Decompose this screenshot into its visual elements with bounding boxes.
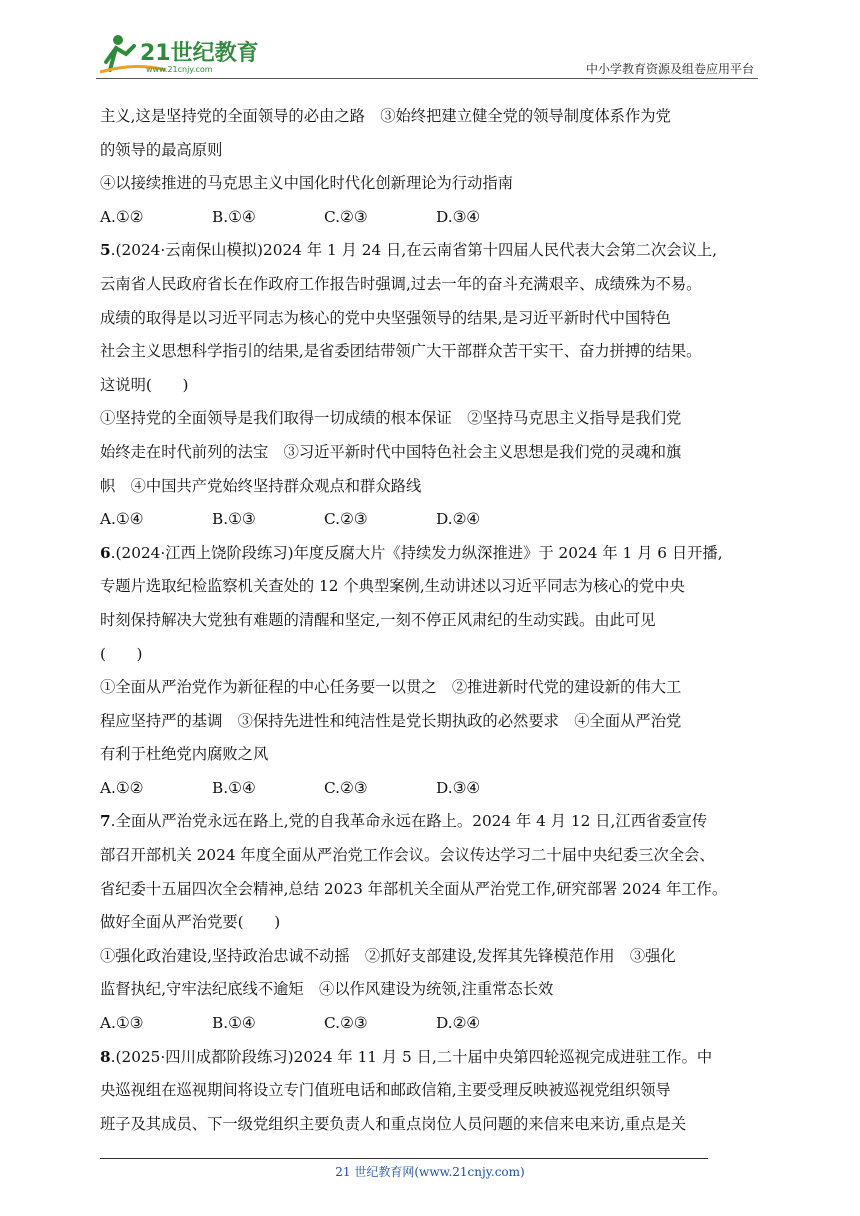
header-divider — [96, 78, 758, 79]
option-line: ①全面从严治党作为新征程的中心任务要一以贯之 ②推进新时代党的建设新的伟大工 — [100, 678, 682, 697]
choice-c: C.②③ — [324, 1014, 368, 1033]
option-line: ①坚持党的全面领导是我们取得一切成绩的根本保证 ②坚持马克思主义指导是我们党 — [100, 409, 682, 428]
choice-b: B.①④ — [212, 207, 256, 226]
option-line: ①强化政治建设,坚持政治忠诚不动摇 ②抓好支部建设,发挥其先锋模范作用 ③强化 — [100, 946, 676, 965]
text-line: 时刻保持解决大党独有难题的清醒和坚定,一刻不停正风肃纪的生动实践。由此可见 — [100, 610, 656, 629]
answer-choices — [100, 503, 770, 537]
text-line: 专题片选取纪检监察机关查处的 12 个典型案例,生动讲述以习近平同志为核心的党中央 — [100, 577, 685, 596]
choice-d: D.③④ — [436, 207, 481, 226]
choice-c: C.②③ — [324, 207, 368, 226]
text-line: 部召开部机关 2024 年度全面从严治党工作会议。会议传达学习二十届中央纪委三次全会、 — [100, 846, 715, 865]
choice-b: B.①③ — [212, 510, 256, 529]
footer-link[interactable]: 21 世纪教育网(www.21cnjy.com) — [335, 1165, 525, 1179]
text-line: 成绩的取得是以习近平同志为核心的党中央坚强领导的结果,是习近平新时代中国特色 — [100, 308, 671, 327]
text-line: 省纪委十五届四次全会精神,总结 2023 年部机关全面从严治党工作,研究部署 2024 年工作。 — [100, 879, 728, 898]
page-header — [96, 30, 758, 82]
logo — [96, 32, 266, 76]
question-number: 7 — [100, 812, 111, 831]
question-6-stem — [100, 537, 770, 571]
text-line: 社会主义思想科学指引的结果,是省委团结带领广大干部群众苦干实干、奋力拼搏的结果。 — [100, 342, 702, 361]
option-line: 程应坚持严的基调 ③保持先进性和纯洁性是党长期执政的必然要求 ④全面从严治党 — [100, 711, 682, 730]
answer-choices — [100, 772, 770, 806]
option-line: 帜 ④中国共产党始终坚持群众观点和群众路线 — [100, 476, 422, 495]
question-number: 5 — [100, 241, 111, 260]
text-line: .(2025·四川成都阶段练习)2024 年 11 月 5 日,二十届中央第四轮巡视完成进驻工作。中 — [110, 1047, 713, 1066]
option-line: 始终走在时代前列的法宝 ③习近平新时代中国特色社会主义思想是我们党的灵魂和旗 — [100, 442, 682, 461]
question-5-stem — [100, 234, 770, 268]
question-number: 8 — [100, 1047, 111, 1066]
footer-divider — [100, 1158, 708, 1159]
platform-label: 中小学教育资源及组卷应用平台 — [585, 62, 754, 76]
choice-c: C.②③ — [324, 510, 368, 529]
question-8-stem — [100, 1041, 770, 1075]
text-line: 这说明( ) — [100, 375, 189, 394]
choice-a: A.①② — [100, 207, 144, 226]
text-line: 央巡视组在巡视期间将设立专门值班电话和邮政信箱,主要受理反映被巡视党组织领导 — [100, 1081, 671, 1100]
choice-d: D.②④ — [436, 1014, 481, 1033]
text-line: .全面从严治党永远在路上,党的自我革命永远在路上。2024 年 4 月 12 日,江西省委宣传 — [110, 812, 708, 831]
choice-a: A.①④ — [100, 510, 144, 529]
choice-b: B.①④ — [212, 778, 256, 797]
text-line: 班子及其成员、下一级党组织主要负责人和重点岗位人员问题的来信来电来访,重点是关 — [100, 1114, 687, 1133]
answer-choices — [100, 201, 770, 235]
option-line: 监督执纪,守牢法纪底线不逾矩 ④以作风建设为统领,注重常态长效 — [100, 980, 554, 999]
choice-a: A.①③ — [100, 1014, 144, 1033]
choice-a: A.①② — [100, 778, 144, 797]
choice-d: D.③④ — [436, 778, 481, 797]
question-7-stem — [100, 805, 770, 839]
text-line: .(2024·江西上饶阶段练习)年度反腐大片《持续发力纵深推进》于 2024 年 1 月 6 日开播, — [110, 543, 723, 562]
text-line: 云南省人民政府省长在作政府工作报告时强调,过去一年的奋斗充满艰辛、成绩殊为不易。 — [100, 274, 702, 293]
choice-d: D.②④ — [436, 510, 481, 529]
text-line: 做好全面从严治党要( ) — [100, 913, 281, 932]
svg-text:www.21cnjy.com: www.21cnjy.com — [146, 65, 213, 74]
text-line: 的领导的最高原则 — [100, 140, 223, 159]
text-line: 主义,这是坚持党的全面领导的必由之路 ③始终把建立健全党的领导制度体系作为党 — [100, 107, 671, 125]
choice-c: C.②③ — [324, 778, 368, 797]
question-number: 6 — [100, 543, 111, 562]
option-line: 有利于杜绝党内腐败之风 — [100, 745, 269, 764]
question-content — [100, 100, 770, 1141]
answer-choices — [100, 1007, 770, 1041]
svg-text:21世纪教育: 21世纪教育 — [140, 41, 259, 66]
text-line: .(2024·云南保山模拟)2024 年 1 月 24 日,在云南省第十四届人民代表大会第二次会议上, — [110, 241, 718, 260]
text-line: ④以接续推进的马克思主义中国化时代化创新理论为行动指南 — [100, 174, 514, 193]
text-line: ( ) — [100, 644, 143, 663]
choice-b: B.①④ — [212, 1014, 256, 1033]
